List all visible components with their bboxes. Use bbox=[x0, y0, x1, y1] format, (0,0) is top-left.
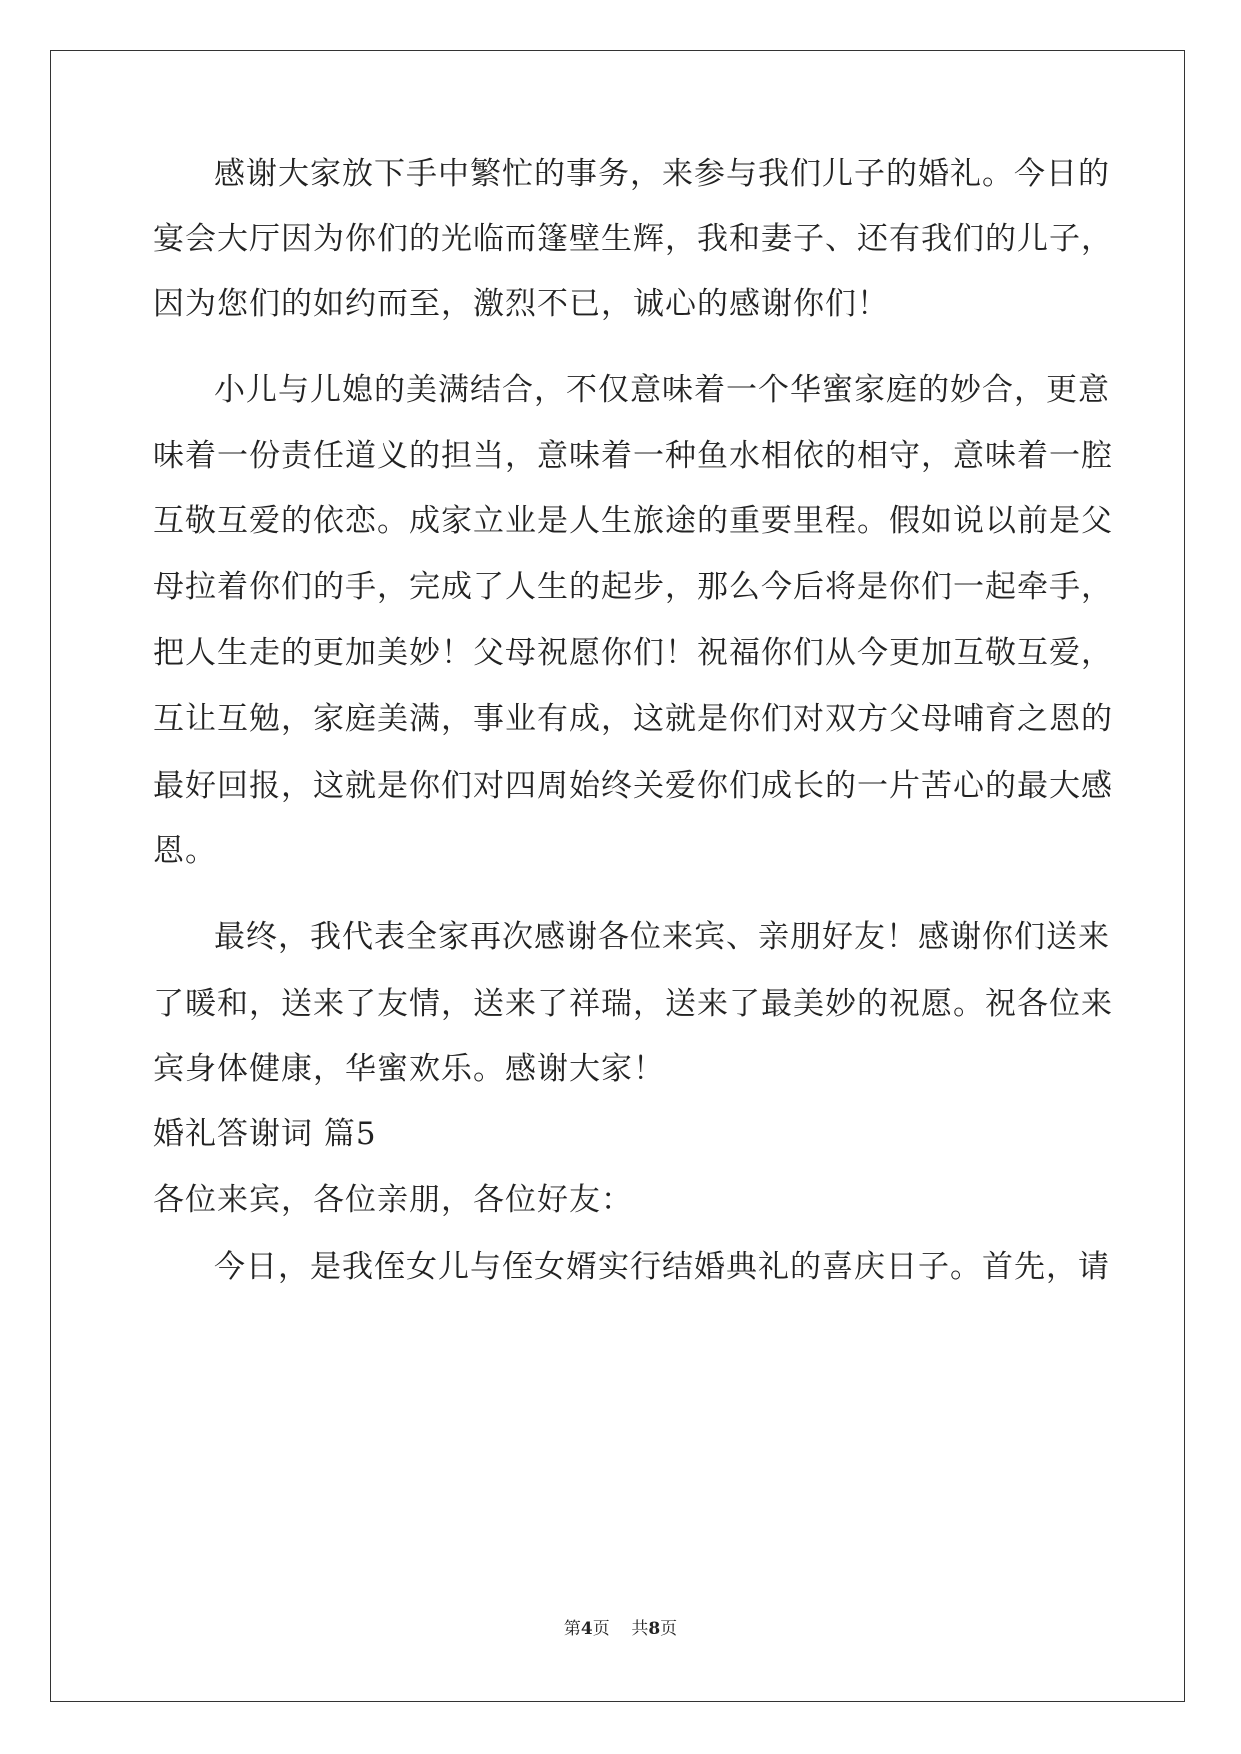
paragraph-2-line-3: 互敬互爱的依恋。成家立业是人生旅途的重要里程。假如说以前是父 bbox=[153, 503, 1113, 539]
footer-total-suffix: 页 bbox=[660, 1619, 678, 1639]
paragraph-2-line-1: 小儿与儿媳的美满结合，不仅意味着一个华蜜家庭的妙合，更意 bbox=[214, 372, 1110, 408]
paragraph-2-line-4: 母拉着你们的手，完成了人生的起步，那么今后将是你们一起牵手， bbox=[153, 569, 1113, 605]
page-footer bbox=[0, 1614, 1241, 1639]
footer-total-number: 8 bbox=[648, 1619, 661, 1639]
paragraph-2-line-6: 互让互勉，家庭美满，事业有成，这就是你们对双方父母哺育之恩的 bbox=[153, 701, 1113, 737]
footer-page-number: 4 bbox=[580, 1619, 593, 1639]
paragraph-3-line-2: 了暖和，送来了友情，送来了祥瑞，送来了最美妙的祝愿。祝各位来 bbox=[153, 986, 1113, 1022]
paragraph-1-line-2: 宴会大厅因为你们的光临而篷壁生辉，我和妻子、还有我们的儿子， bbox=[153, 221, 1113, 257]
salutation: 各位来宾，各位亲朋，各位好友： bbox=[153, 1182, 633, 1218]
footer-page-suffix: 页 bbox=[592, 1619, 610, 1639]
paragraph-3-line-1: 最终，我代表全家再次感谢各位来宾、亲朋好友！感谢你们送来 bbox=[214, 919, 1110, 955]
paragraph-1-line-1: 感谢大家放下手中繁忙的事务，来参与我们儿子的婚礼。今日的 bbox=[214, 156, 1110, 192]
footer-page-prefix: 第 bbox=[563, 1619, 581, 1639]
paragraph-2-line-8: 恩。 bbox=[153, 833, 217, 869]
paragraph-3-line-3: 宾身体健康，华蜜欢乐。感谢大家！ bbox=[153, 1051, 665, 1087]
paragraph-2-line-7: 最好回报，这就是你们对四周始终关爱你们成长的一片苦心的最大感 bbox=[153, 768, 1113, 804]
paragraph-1-line-3: 因为您们的如约而至，激烈不已，诚心的感谢你们！ bbox=[153, 286, 889, 322]
paragraph-4-line-1: 今日，是我侄女儿与侄女婿实行结婚典礼的喜庆日子。首先，请 bbox=[214, 1249, 1110, 1285]
footer-total-prefix: 共 bbox=[631, 1619, 649, 1639]
section-heading: 婚礼答谢词 篇5 bbox=[153, 1116, 377, 1152]
paragraph-2-line-2: 味着一份责任道义的担当，意味着一种鱼水相依的相守，意味着一腔 bbox=[153, 438, 1113, 474]
paragraph-2-line-5: 把人生走的更加美妙！父母祝愿你们！祝福你们从今更加互敬互爱， bbox=[153, 635, 1113, 671]
